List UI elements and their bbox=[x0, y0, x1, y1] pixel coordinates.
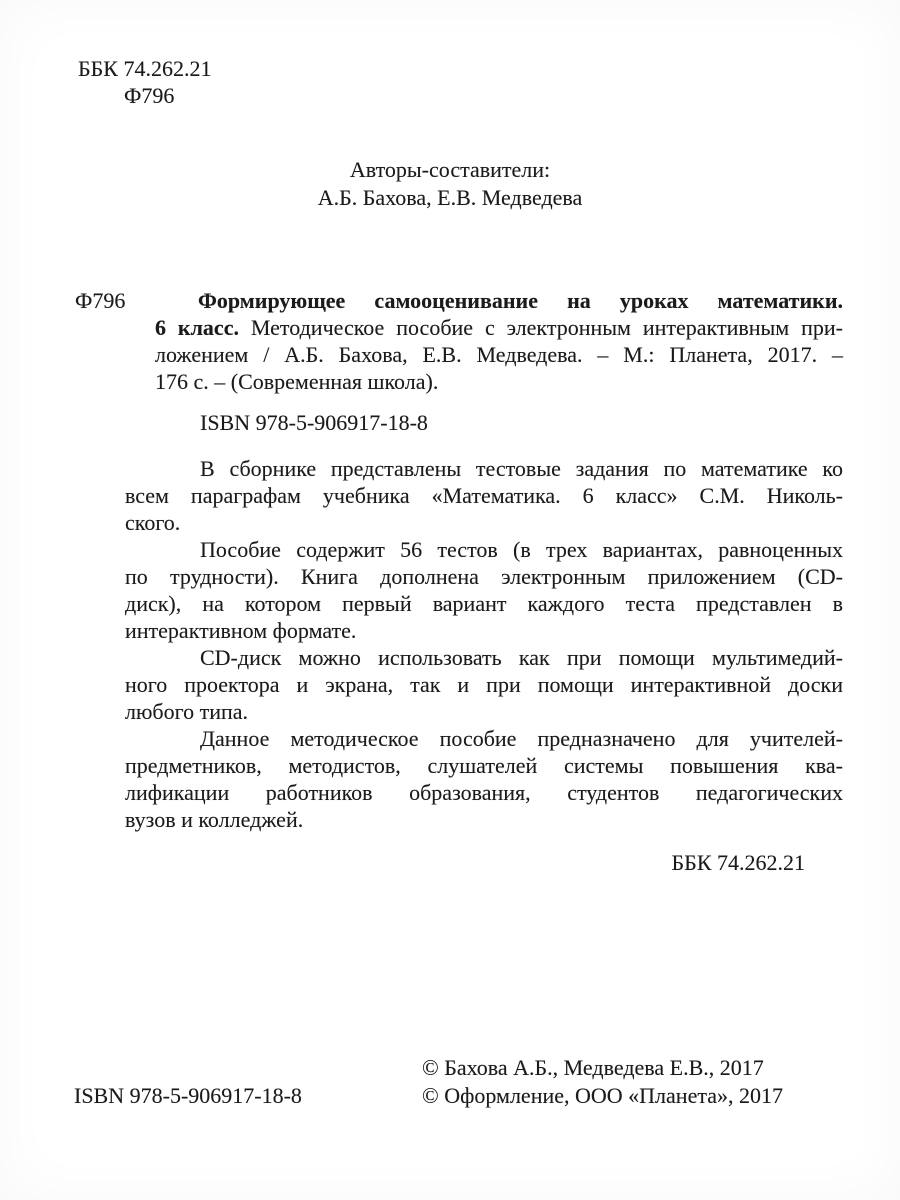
bbk-code-footer: ББК 74.262.21 bbox=[671, 850, 805, 875]
annotation-paragraph: Пособие содержит 56 тестов (в трех вариантах, равноценных по трудности). Книга дополнена электронным приложением (CD- диск), на котором первый вариант каждого теста представлен в интерактивном формате. bbox=[125, 537, 843, 643]
isbn-number: ISBN 978-5-906917-18-8 bbox=[200, 410, 428, 435]
card-author-sign: Ф796 bbox=[75, 288, 126, 313]
annotation-paragraph: Данное методическое пособие предназначено для учителей- предметников, методистов, слушателей системы повышения ква- лификации работников образования, студентов педагогических вузов и колледжей. bbox=[125, 726, 843, 832]
authors-heading: Авторы-составители: bbox=[349, 157, 551, 182]
copyright-block bbox=[422, 1054, 783, 1110]
annotation-paragraph: В сборнике представлены тестовые задания по математике ко всем параграфам учебника «Математика. 6 класс» С.М. Николь- ского. bbox=[125, 456, 843, 535]
annotation-paragraph: CD-диск можно использовать как при помощи мультимедий- ного проектора и экрана, так и при помощи интерактивной доски любого типа. bbox=[125, 645, 843, 724]
authors-block bbox=[0, 156, 900, 212]
catalog-card-description: Формирующее самооценивание на уроках математики. 6 класс. Методическое пособие с электронным интерактивным при- ложением / А.Б. Бахова, Е.В. Медведева. – М.: Планета, 2017. – 176 с. – (Современная школа). bbox=[155, 288, 843, 394]
annotation-block bbox=[125, 455, 843, 833]
author-sign: Ф796 bbox=[124, 83, 175, 108]
imprint-isbn: ISBN 978-5-906917-18-8 bbox=[74, 1083, 302, 1108]
header-codes bbox=[78, 55, 211, 109]
authors-names: А.Б. Бахова, Е.В. Медведева bbox=[317, 185, 583, 210]
copyright-line-design: © Оформление, ООО «Планета», 2017 bbox=[422, 1083, 783, 1108]
bbk-code: ББК 74.262.21 bbox=[78, 56, 212, 81]
copyright-line-authors: © Бахова А.Б., Медведева Е.В., 2017 bbox=[422, 1055, 764, 1080]
